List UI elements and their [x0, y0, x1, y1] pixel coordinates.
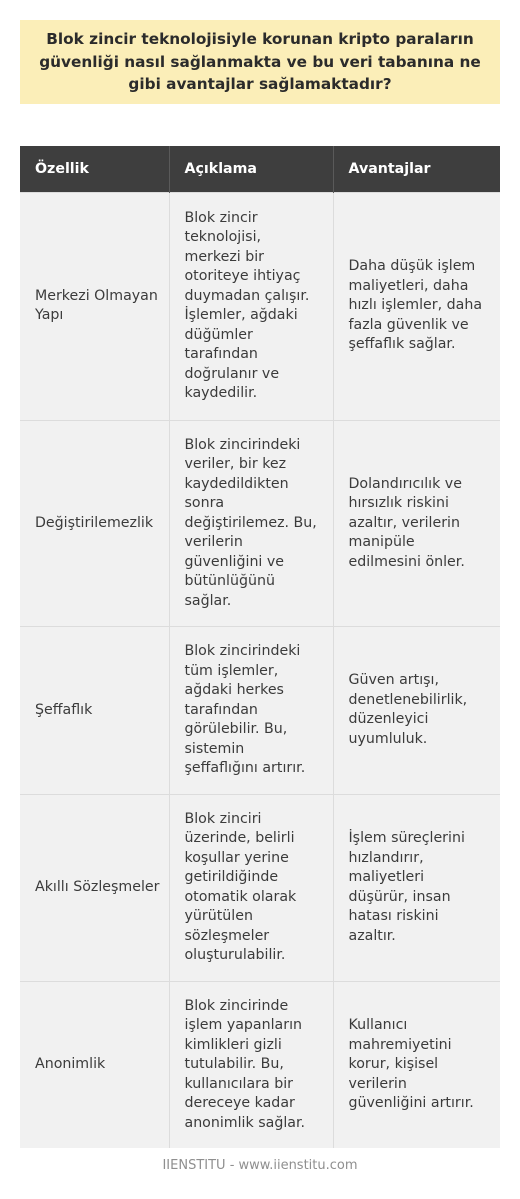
column-header-advantages: Avantajlar — [333, 146, 500, 192]
cell-feature: Merkezi Olmayan Yapı — [20, 192, 169, 420]
column-header-feature: Özellik — [20, 146, 169, 192]
cell-feature: Değiştirilemezlik — [20, 420, 169, 627]
cell-advantages: Kullanıcı mahremiyetini korur, kişisel verilerin güvenliğini artırır. — [333, 981, 500, 1148]
cell-advantages: Güven artışı, denetlenebilirlik, düzenleyici uyumluluk. — [333, 627, 500, 795]
cell-advantages: İşlem süreçlerini hızlandırır, maliyetleri düşürür, insan hatası riskini azaltır. — [333, 794, 500, 981]
cell-feature: Akıllı Sözleşmeler — [20, 794, 169, 981]
column-header-description: Açıklama — [169, 146, 333, 192]
cell-advantages: Daha düşük işlem maliyetleri, daha hızlı işlemler, daha fazla güvenlik ve şeffaflık sağlar. — [333, 192, 500, 420]
cell-description: Blok zincirindeki tüm işlemler, ağdaki herkes tarafından görülebilir. Bu, sistemin şeffaflığını artırır. — [169, 627, 333, 795]
title-banner — [20, 20, 500, 104]
cell-advantages: Dolandırıcılık ve hırsızlık riskini azaltır, verilerin manipüle edilmesini önler. — [333, 420, 500, 627]
table-header-row — [20, 146, 500, 192]
feature-table — [20, 146, 500, 1148]
table-row — [20, 981, 500, 1148]
cell-description: Blok zincirindeki veriler, bir kez kaydedildikten sonra değiştirilemez. Bu, verilerin güvenliğini ve bütünlüğünü sağlar. — [169, 420, 333, 627]
table-row — [20, 192, 500, 420]
cell-feature: Şeffaflık — [20, 627, 169, 795]
table-row — [20, 627, 500, 795]
table-row — [20, 794, 500, 981]
cell-description: Blok zincir teknolojisi, merkezi bir otoriteye ihtiyaç duymadan çalışır. İşlemler, ağdaki düğümler tarafından doğrulanır ve kaydedilir. — [169, 192, 333, 420]
cell-description: Blok zincirinde işlem yapanların kimlikleri gizli tutulabilir. Bu, kullanıcılara bir dereceye kadar anonimlik sağlar. — [169, 981, 333, 1148]
table-row — [20, 420, 500, 627]
footer-credit: IIENSTITU - www.iienstitu.com — [162, 1158, 358, 1173]
cell-feature: Anonimlik — [20, 981, 169, 1148]
cell-description: Blok zinciri üzerinde, belirli koşullar yerine getirildiğinde otomatik olarak yürütülen sözleşmeler oluşturulabilir. — [169, 794, 333, 981]
page-title: Blok zincir teknolojisiyle korunan kripto paraların güvenliği nasıl sağlanmakta ve bu veri tabanına ne gibi avantajlar sağlamaktadır? — [39, 30, 481, 93]
